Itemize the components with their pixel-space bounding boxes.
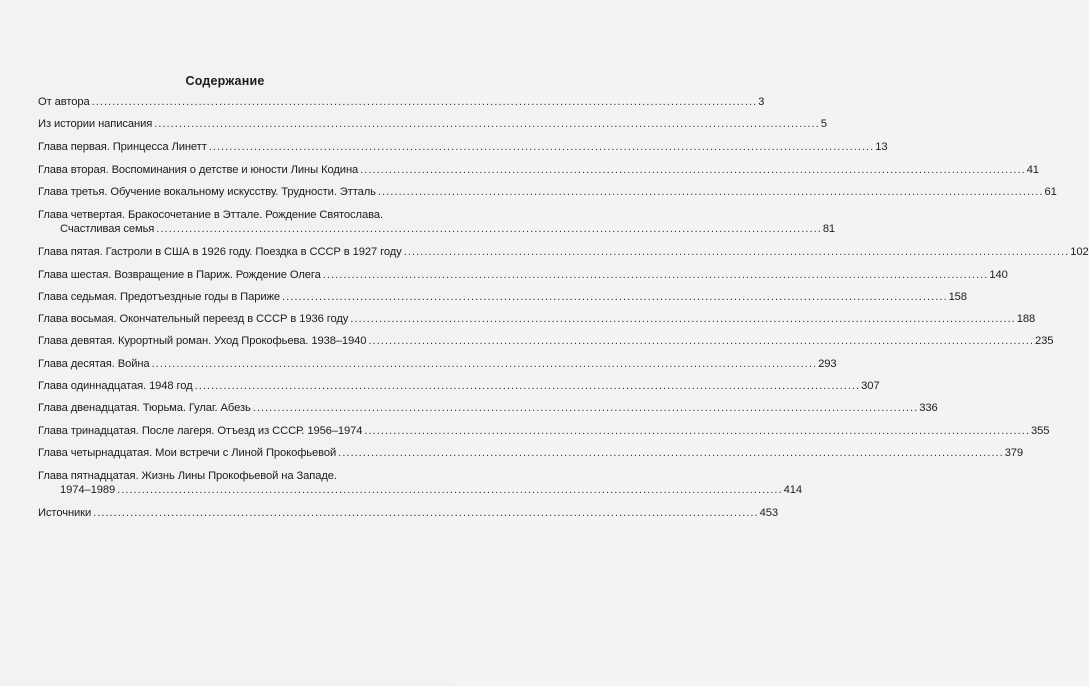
toc-entry-title: Глава девятая. Курортный роман. Уход Прокофьева. 1938–1940 (38, 335, 367, 347)
toc-entry-page: 355 (1030, 425, 1050, 437)
toc-entry (38, 185, 1057, 199)
leader-dots (93, 506, 759, 520)
toc-entry (38, 469, 803, 497)
toc-entry-title: Глава пятая. Гастроли в США в 1926 году. Поездка в СССР в 1927 году (38, 246, 402, 258)
leader-dots (209, 140, 875, 154)
toc-entry-title: Глава двенадцатая. Тюрьма. Гулаг. Абезь (38, 402, 251, 414)
toc-heading: Содержание (185, 74, 265, 88)
leader-dots (350, 312, 1016, 326)
toc-entry-page: 379 (1004, 447, 1024, 459)
toc-entry-title: Глава одиннадцатая. 1948 год (38, 380, 193, 392)
toc-entry-page: 81 (822, 223, 836, 235)
toc-entry-title: Глава восьмая. Окончательный переезд в СССР в 1936 году (38, 313, 349, 325)
leader-dots (152, 357, 818, 371)
toc-entry-page: 3 (758, 96, 765, 108)
toc-entry-page: 158 (948, 291, 967, 303)
toc-entry (38, 446, 1024, 460)
toc-entry-title: Глава десятая. Война (38, 358, 150, 370)
leader-dots (360, 163, 1026, 177)
toc-entry-title: Источники (38, 507, 92, 519)
toc-entry (38, 290, 967, 304)
toc-entry (38, 245, 1089, 259)
toc-entry-title-continued: 1974–1989 (60, 484, 116, 496)
leader-dots (195, 379, 861, 393)
leader-dots (92, 95, 758, 109)
toc-entry (38, 95, 765, 109)
toc-entry-page: 102 (1070, 246, 1089, 258)
toc-entry-page: 414 (783, 484, 803, 496)
toc-entry-page: 140 (989, 269, 1008, 281)
toc-entry (38, 312, 1036, 326)
leader-dots (378, 185, 1044, 199)
toc-entry-page: 13 (875, 141, 888, 153)
leader-dots (253, 401, 919, 415)
toc-entry (38, 117, 827, 131)
toc-entry (38, 357, 837, 371)
leader-dots (323, 268, 989, 282)
toc-entry-title: От автора (38, 96, 90, 108)
toc-entry-title: Глава шестая. Возвращение в Париж. Рождение Олега (38, 269, 321, 281)
leader-dots (154, 117, 820, 131)
toc-entry-title: Глава четвертая. Бракосочетание в Эттале. Рождение Святослава. (38, 209, 383, 221)
toc-entry (38, 268, 1008, 282)
leader-dots (404, 245, 1070, 259)
toc-entry-page: 453 (759, 507, 779, 519)
toc-entry-page: 336 (919, 402, 938, 414)
leader-dots (117, 483, 783, 497)
toc-entry-title: Глава вторая. Воспоминания о детстве и юности Лины Кодина (38, 164, 359, 176)
toc-entry-title: Глава седьмая. Предотъездные годы в Париже (38, 291, 281, 303)
toc-entry-page: 307 (861, 380, 880, 392)
leader-dots (364, 424, 1030, 438)
leader-dots (282, 290, 948, 304)
toc-entry (38, 140, 888, 154)
toc-entry-page: 41 (1026, 164, 1039, 176)
toc-entry-title: Глава тринадцатая. После лагеря. Отъезд из СССР. 1956–1974 (38, 425, 363, 437)
toc-entry-title: Глава первая. Принцесса Линетт (38, 141, 207, 153)
toc-entry (38, 424, 1050, 438)
toc-entry-title: Из истории написания (38, 118, 153, 130)
leader-dots (368, 334, 1034, 348)
toc-entry-page: 188 (1016, 313, 1036, 325)
toc-entry (38, 163, 1039, 177)
leader-dots (156, 222, 822, 236)
toc-entry-page: 61 (1044, 186, 1057, 198)
leader-dots (338, 446, 1004, 460)
toc-entry (38, 334, 1054, 348)
toc-entry (38, 379, 880, 393)
toc-entry (38, 401, 938, 415)
toc-entry (38, 208, 836, 236)
toc-entry-page: 235 (1034, 335, 1054, 347)
toc-entry-title: Глава четырнадцатая. Мои встречи с Линой Прокофьевой (38, 447, 337, 459)
toc-entry-page: 5 (820, 118, 827, 130)
toc-entry-title: Глава третья. Обучение вокальному искусству. Трудности. Этталь (38, 186, 376, 198)
toc-entry-page: 293 (818, 358, 837, 370)
toc-entry-title-continued: Счастливая семья (60, 223, 155, 235)
toc-entry-title: Глава пятнадцатая. Жизнь Лины Прокофьевой на Западе. (38, 470, 337, 482)
toc-entry (38, 506, 779, 520)
